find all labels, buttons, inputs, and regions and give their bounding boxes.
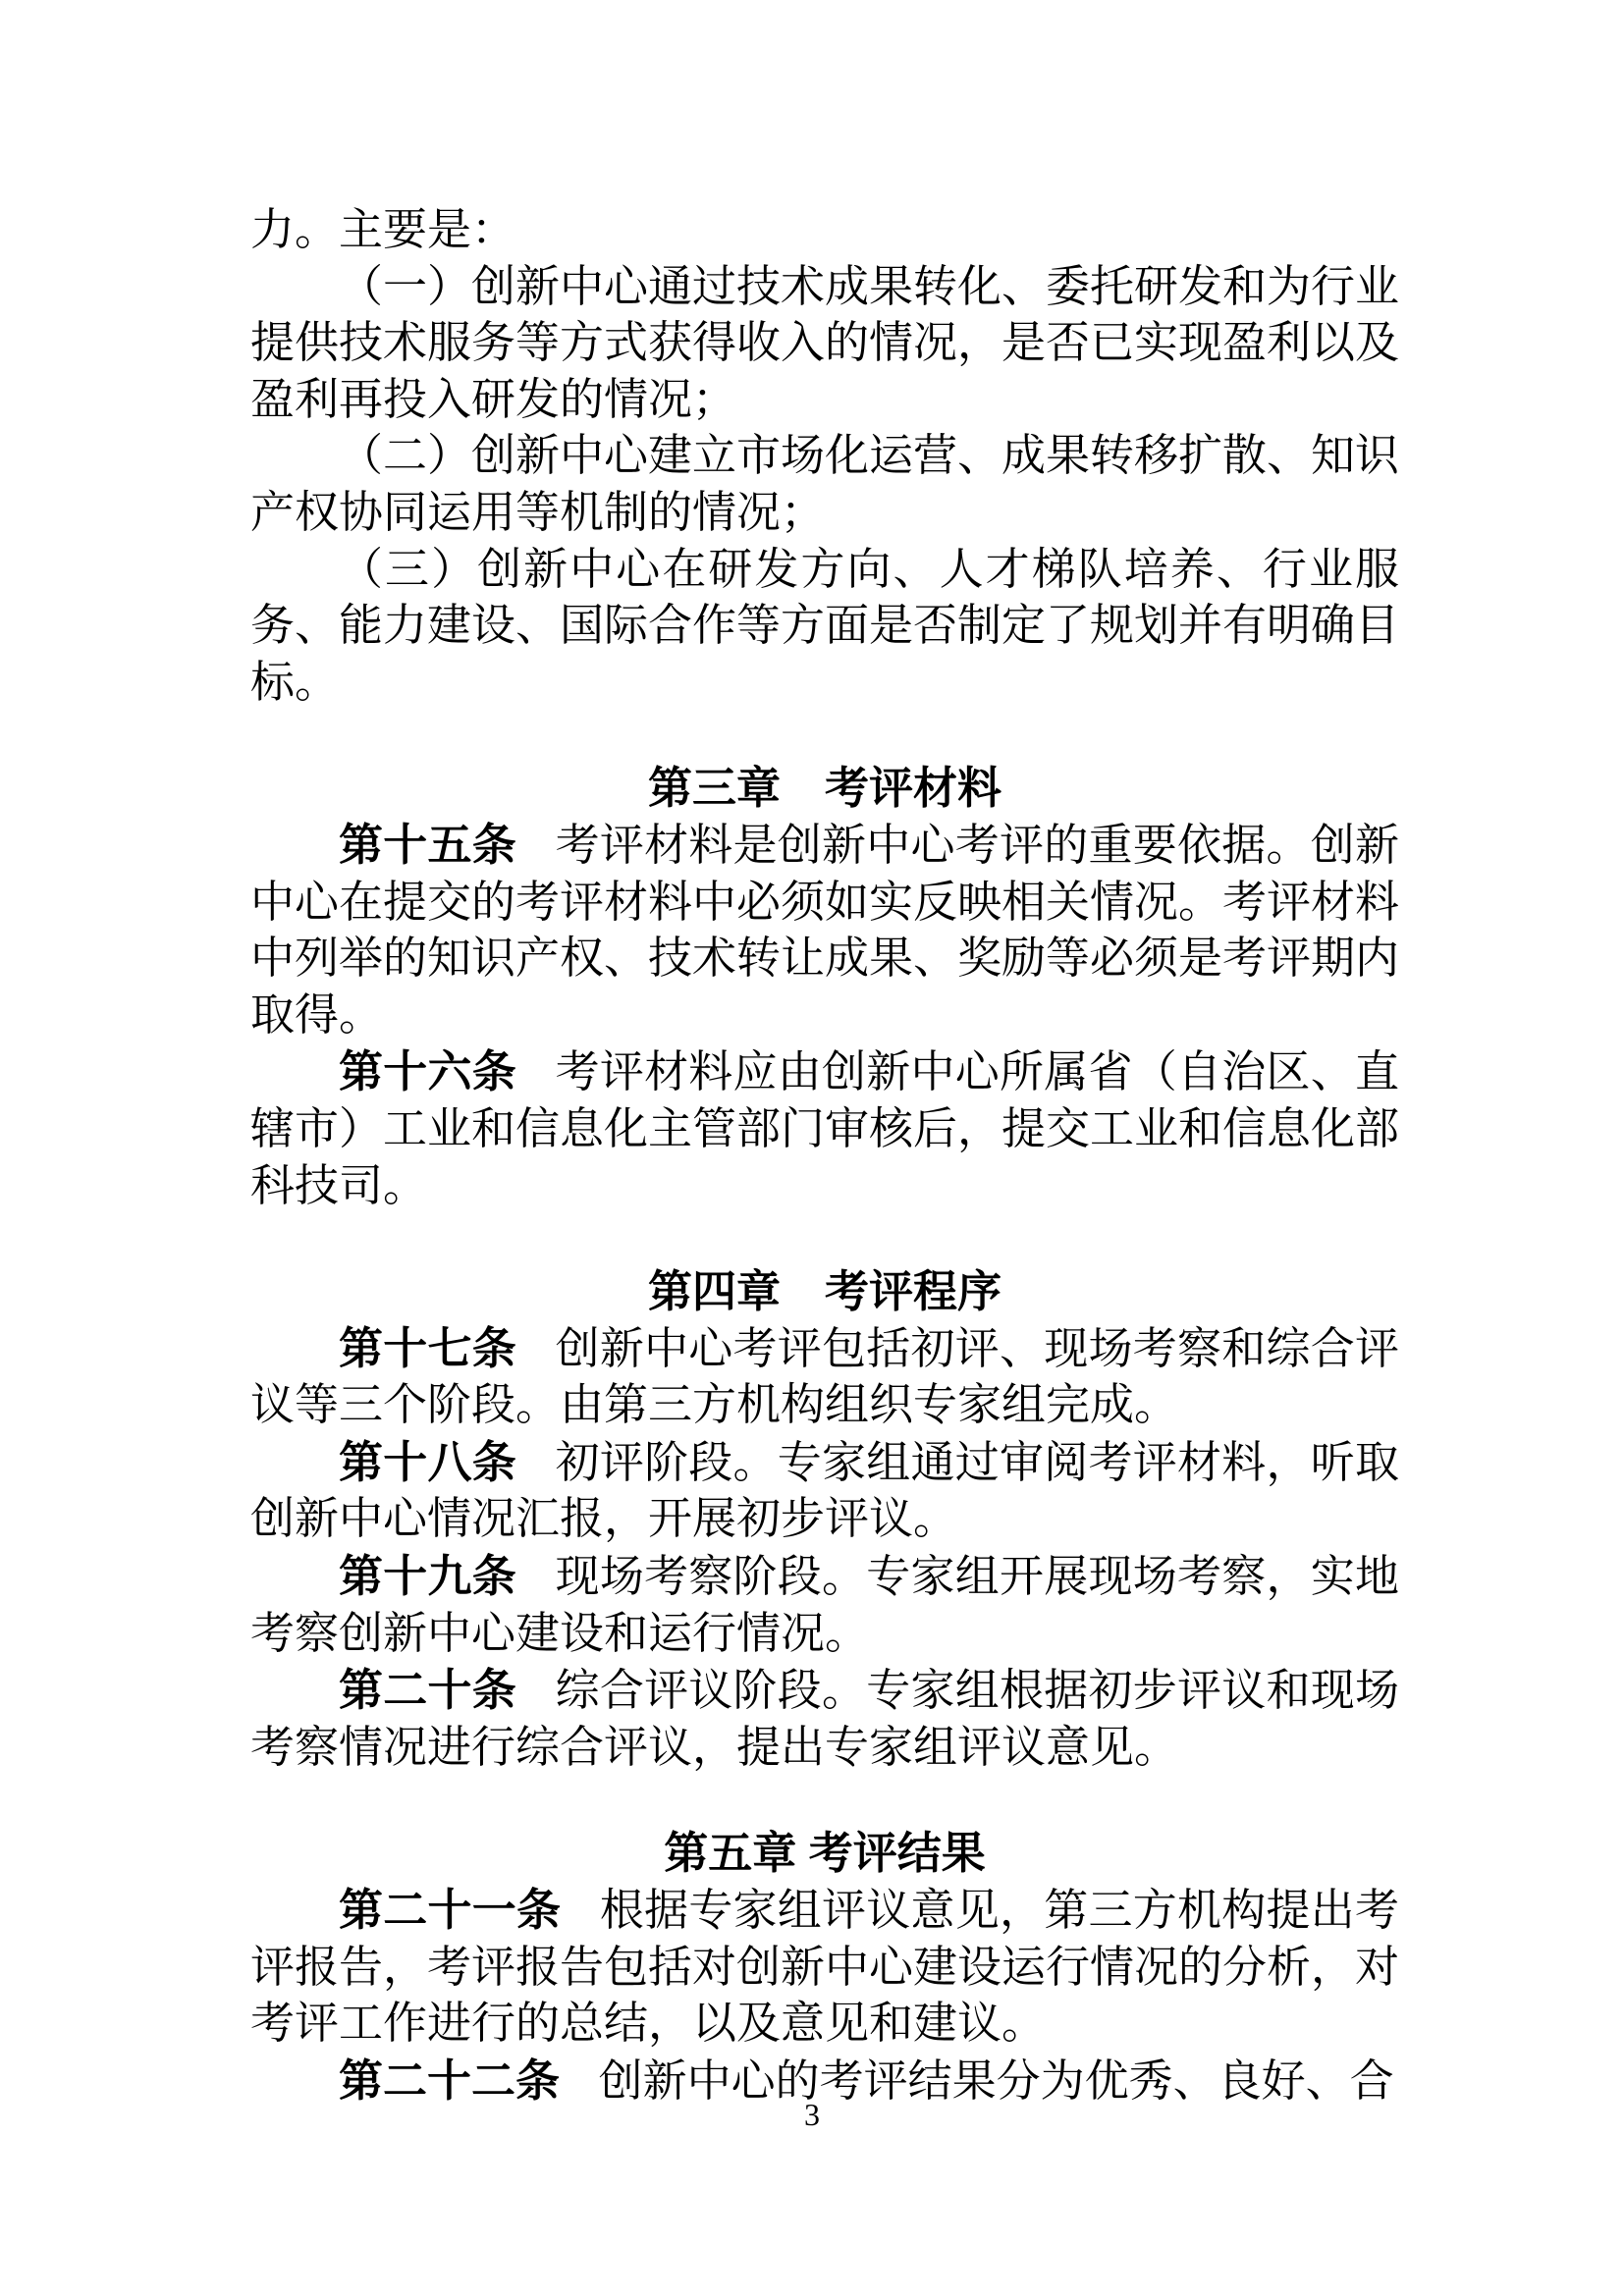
article-paragraph (250, 1043, 1399, 1214)
body-paragraph: （三）创新中心在研发方向、人才梯队培养、行业服务、能力建设、国际合作等方面是否制定了规划并有明确目标。 (250, 544, 1400, 707)
article-paragraph (250, 1320, 1399, 1434)
paragraph-text: 根据专家组评议意见，第三方机构提出考评报告，考评报告包括对创新中心建设运行情况的分析，对考评工作进行的总结，以及意见和建议。 (250, 1886, 1400, 2049)
paragraph-text: 考评材料应由创新中心所属省（自治区、直辖市）工业和信息化主管部门审核后，提交工业和信息化部科技司。 (250, 1047, 1400, 1210)
paragraph-text: 初评阶段。专家组通过审阅考评材料，听取创新中心情况汇报，开展初步评议。 (250, 1437, 1399, 1544)
chapter-heading: 第三章 考评材料 (647, 763, 1001, 814)
paragraph-text: 考评材料是创新中心考评的重要依据。创新中心在提交的考评材料中必须如实反映相关情况。考评材料中列举的知识产权、技术转让成果、奖励等必须是考评期内取得。 (250, 820, 1400, 1040)
chapter-heading: 第五章 考评结果 (664, 1828, 986, 1879)
article-number: 第二十一条 (339, 1885, 562, 1936)
paragraph-text: 现场考察阶段。专家组开展现场考察，实地考察创新中心建设和运行情况。 (250, 1552, 1399, 1658)
article-number: 第二十二条 (339, 2055, 561, 2106)
article-number: 第十五条 (339, 819, 516, 870)
article-number: 第十九条 (339, 1551, 516, 1602)
chapter-heading: 第四章 考评程序 (647, 1266, 1001, 1317)
document-body (250, 202, 1399, 2109)
article-number: 第十八条 (339, 1436, 516, 1487)
article-paragraph (250, 1882, 1399, 2053)
article-paragraph (250, 1662, 1399, 1776)
body-paragraph: （一）创新中心通过技术成果转化、委托研发和为行业提供技术服务等方式获得收入的情况，是否已实现盈利以及盈利再投入研发的情况； (250, 261, 1400, 424)
article-paragraph (250, 817, 1399, 1043)
article-paragraph (250, 1434, 1399, 1548)
article-number: 第十六条 (339, 1046, 516, 1097)
page-number: 3 (804, 2097, 820, 2132)
paragraph-text: 综合评议阶段。专家组根据初步评议和现场考察情况进行综合评议，提出专家组评议意见。 (250, 1666, 1399, 1772)
body-paragraph: 力。主要是： (250, 205, 516, 254)
paragraph-text: 创新中心的考评结果分为优秀、良好、合 (598, 2056, 1394, 2106)
article-paragraph (250, 1548, 1399, 1662)
body-paragraph: （二）创新中心建立市场化运营、成果转移扩散、知识产权协同运用等机制的情况； (250, 431, 1400, 537)
article-number: 第二十条 (339, 1665, 516, 1716)
article-number: 第十七条 (339, 1322, 516, 1373)
paragraph-text: 创新中心考评包括初评、现场考察和综合评议等三个阶段。由第三方机构组织专家组完成。 (250, 1323, 1399, 1430)
